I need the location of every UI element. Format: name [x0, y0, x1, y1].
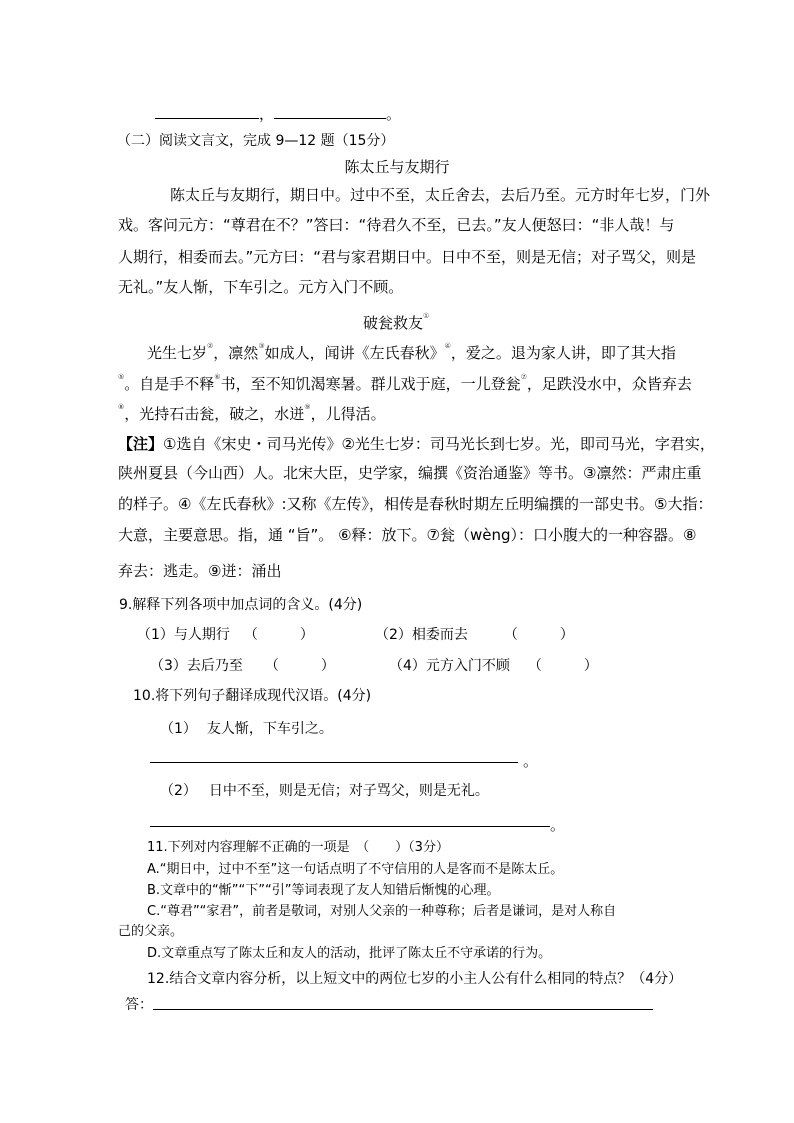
q9-item: （4）元方入门不顾 （ ） [389, 658, 598, 674]
q11-option-a: A.“期日中，过中不至”这一句话点明了不守信用的人是客而不是陈太丘。 [147, 862, 564, 877]
q9-item: （1）与人期行 （ ） [137, 627, 314, 643]
notes-label: 【注】 [118, 435, 164, 453]
q11-option-c: C.“尊君”“家君”，前者是敬词，对别人父亲的一种尊称；后者是谦词，是对人称自 [147, 904, 617, 919]
q11-option-d: D.文章重点写了陈太丘和友人的活动，批评了陈太丘不守承诺的行为。 [147, 946, 552, 961]
top-blank-line: ， 。 [155, 103, 401, 124]
q10-stem: 10.将下列句子翻译成现代汉语。(4分) [133, 688, 372, 704]
q11-option-b: B.文章中的“惭”“下”“引”等词表现了友人知错后惭愧的心理。 [147, 883, 500, 898]
notes-line: 【注】①选自《宋史・司马光传》②光生七岁：司马光长到七岁。光，即司马光，字君实， [118, 435, 715, 453]
q9-item: （2）相委而去 （ ） [375, 627, 574, 643]
answer-blank[interactable] [155, 104, 259, 119]
section-heading: （二）阅读文言文，完成 9—12 题（15分） [117, 133, 395, 149]
answer-line[interactable] [150, 826, 550, 827]
passage2-title: 破瓮救友① [363, 312, 430, 332]
q12-answer-label: 答： [125, 997, 153, 1013]
answer-paren[interactable]: （ ） [243, 627, 314, 643]
answer-line[interactable] [150, 762, 518, 763]
footnote-marker: ① [423, 312, 430, 320]
line-end-period: 。 [550, 816, 566, 834]
passage1-line: 陈太丘与友期行，期日中。过中不至，太丘舍去，去后乃至。元方时年七岁，门外 [170, 186, 711, 204]
passage2-line: 光生七岁②，凛然③如成人，闻讲《左氏春秋》④，爱之。退为家人讲，即了其大指 [147, 342, 676, 362]
q9-item: （3）去后乃至 （ ） [150, 658, 335, 674]
q12-stem: 12.结合文章内容分析，以上短文中的两位七岁的小主人公有什么相同的特点？（4分） [147, 971, 683, 987]
answer-blank[interactable] [274, 104, 386, 119]
passage1-line: 人期行，相委而去。”元方曰：“君与家君期日中。日中不至，则是无信；对子骂父，则是 [118, 248, 697, 266]
notes-line: 陕州夏县（今山西）人。北宋大臣，史学家，编撰《资治通鉴》等书。③凛然：严肃庄重 [118, 464, 702, 482]
passage1-title: 陈太丘与友期行 [344, 158, 450, 176]
passage1-line: 无礼。”友人惭，下车引之。元方入门不顾。 [118, 278, 404, 296]
q11-option-c-cont: 己的父亲。 [118, 924, 184, 939]
notes-line: 的样子。④《左氏春秋》:又称《左传》，相传是春秋时期左丘明编撰的一部史书。⑤大指： [118, 495, 713, 513]
answer-paren[interactable]: （ ） [527, 658, 598, 674]
line-end-period: 。 [523, 752, 539, 770]
q9-stem: 9.解释下列各项中加点词的含义。(4分) [119, 597, 363, 613]
passage1-line: 戏。客问元方：“尊君在不？”答曰：“待君久不至，已去。”友人便怒曰：“非人哉！与 [118, 216, 675, 234]
answer-paren[interactable]: （ ） [503, 627, 574, 643]
notes-line: 大意，主要意思。指，通 “旨”。 ⑥释：放下。⑦瓮（wèng）：口小腹大的一种容器。⑧ [118, 526, 697, 544]
q11-stem: 11.下列对内容理解不正确的一项是 （ ）（3分） [147, 840, 449, 855]
passage2-line: ⑤。自是手不释⑥书，至不知饥渴寒暑。群儿戏于庭，一儿登瓮⑦，足跌没水中，众皆弃去 [118, 373, 692, 393]
q10-sentence: （2） 日中不至，则是无信；对子骂父，则是无礼。 [160, 783, 489, 799]
passage2-line: ⑧，光持石击瓮，破之，水迸⑨，儿得活。 [118, 403, 386, 423]
notes-line: 弃去：逃走。⑨迸：涌出 [118, 562, 282, 580]
answer-line[interactable] [153, 1009, 653, 1010]
q10-sentence: （1） 友人惭，下车引之。 [160, 721, 333, 737]
answer-paren[interactable]: （ ） [264, 658, 335, 674]
